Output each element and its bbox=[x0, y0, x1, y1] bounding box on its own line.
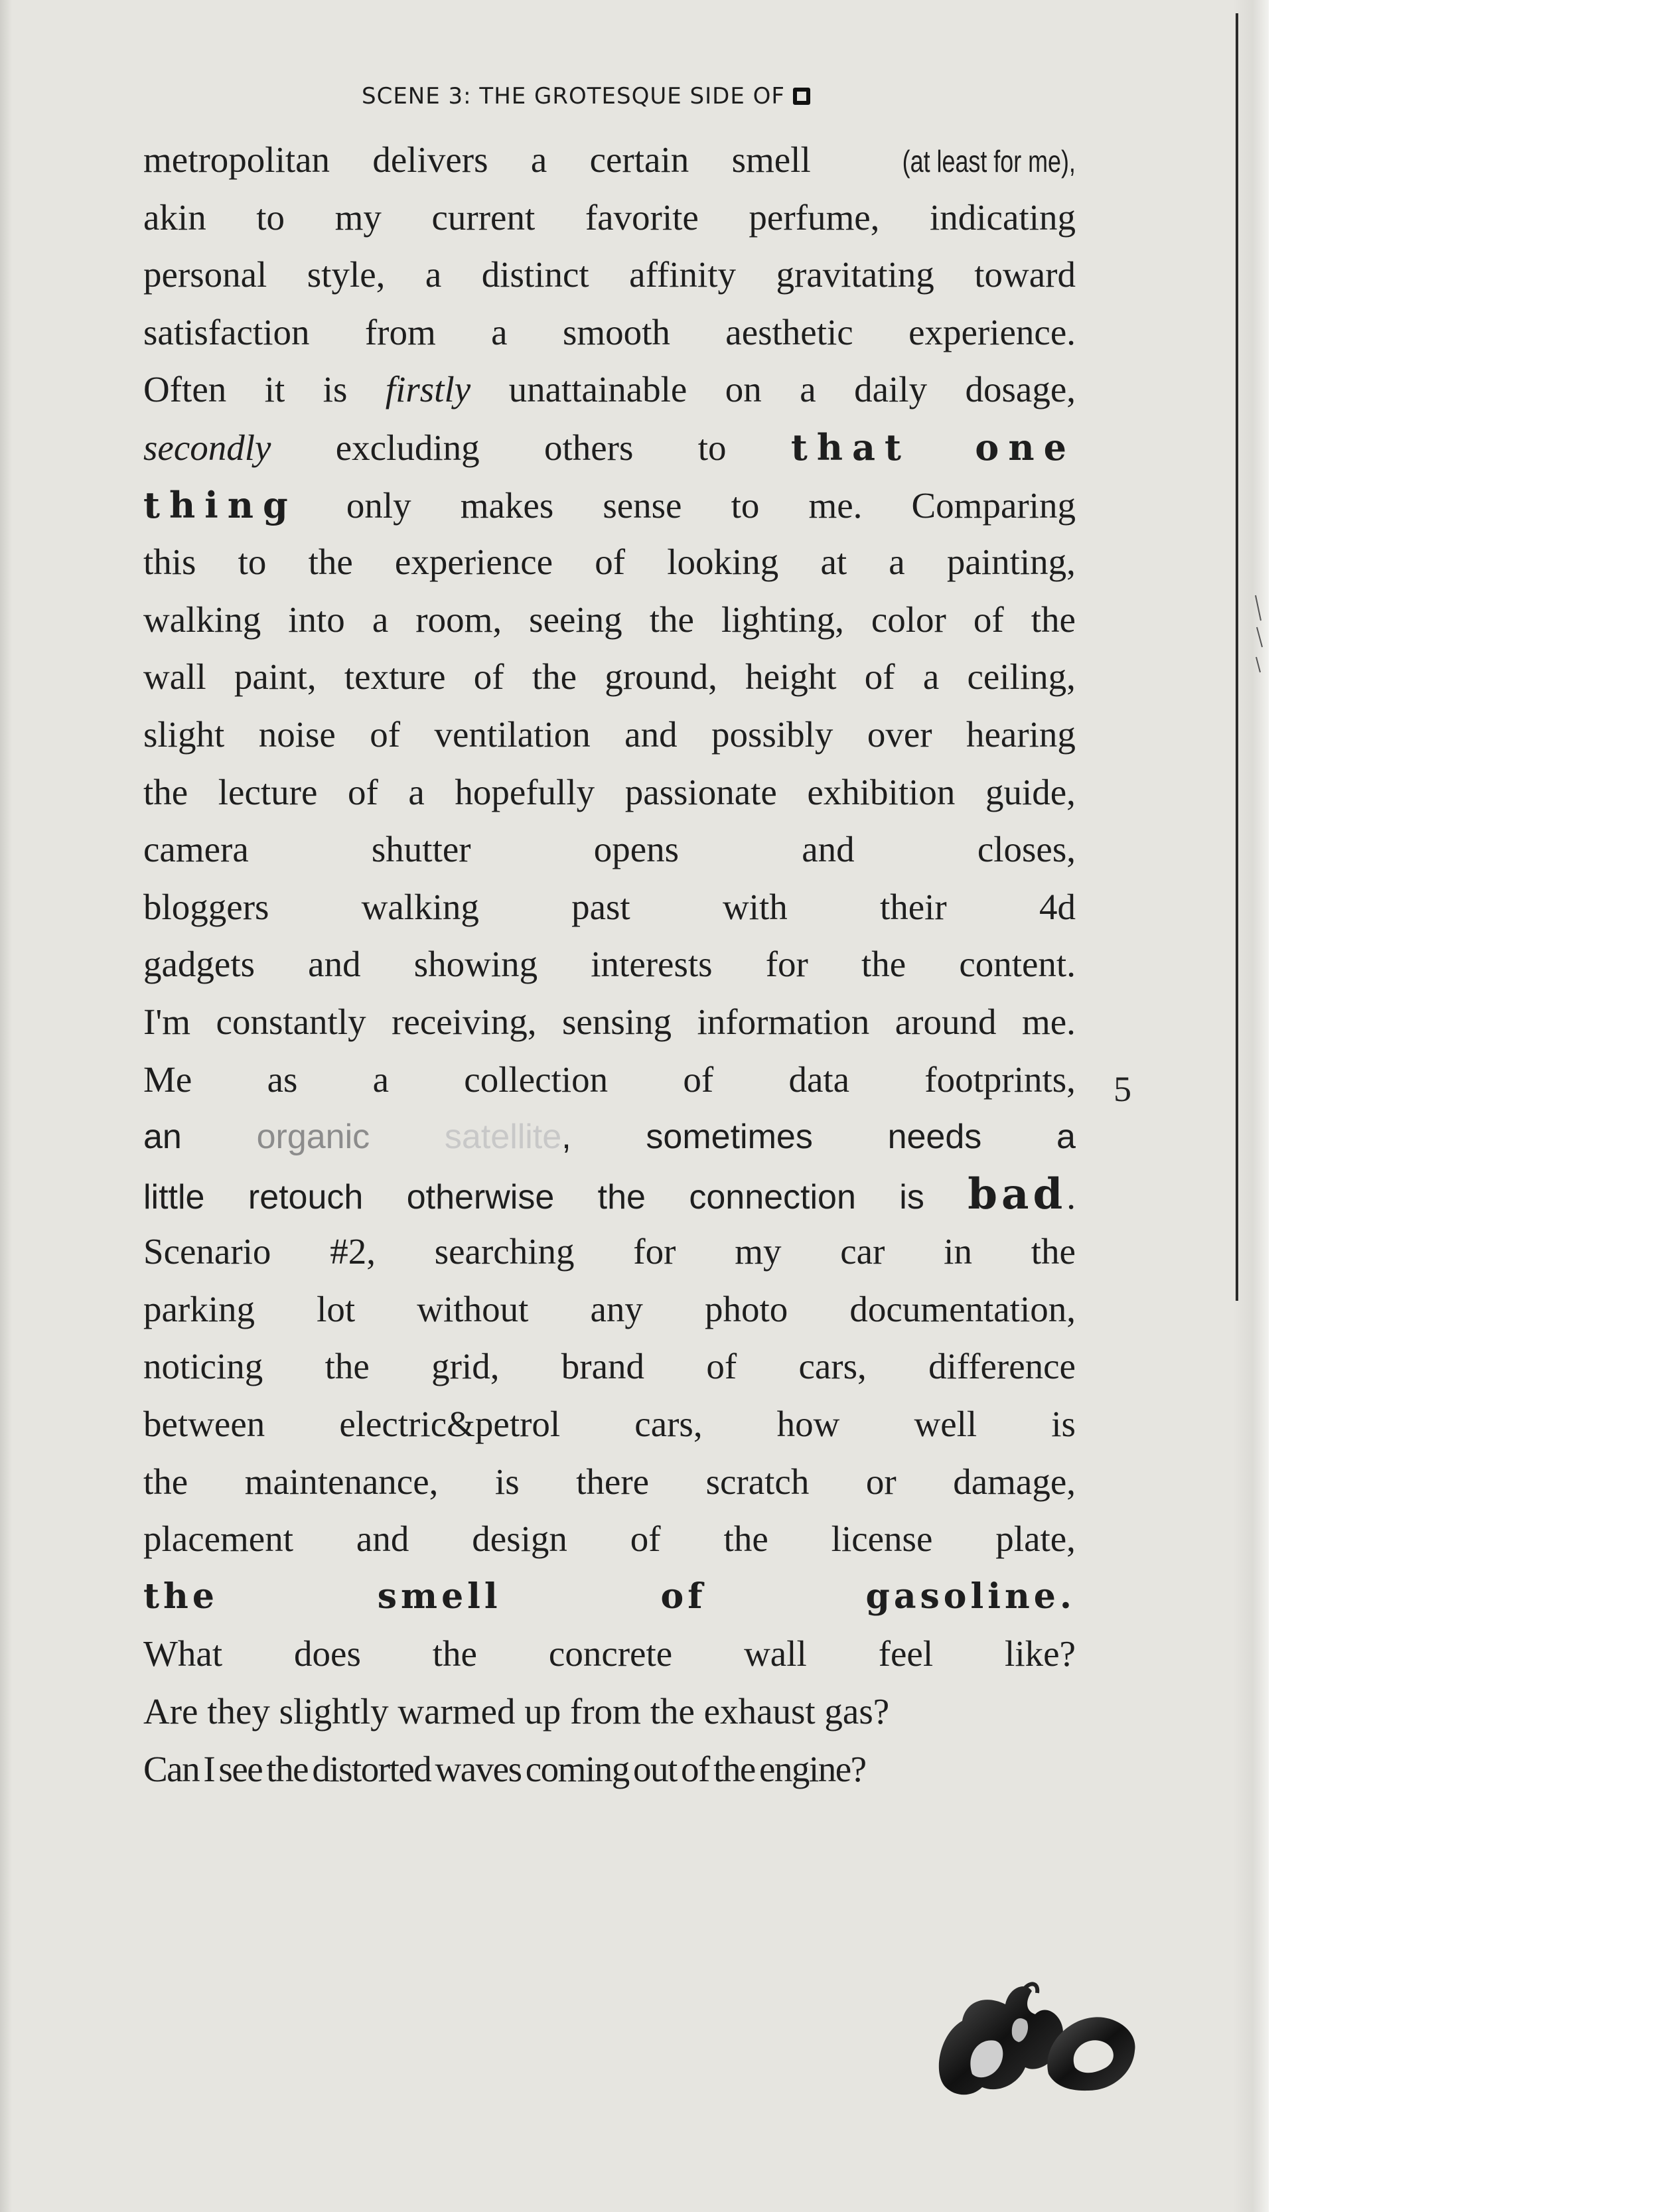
emphasis-word: smell bbox=[377, 1576, 502, 1617]
sentence: Are they slightly warmed up from the exhaust gas? bbox=[143, 1691, 890, 1732]
text-line bbox=[143, 1625, 1076, 1683]
word: of bbox=[864, 656, 895, 698]
word: color bbox=[871, 599, 946, 640]
faded-word: satellite bbox=[444, 1118, 562, 1157]
punctuation: . bbox=[1066, 1175, 1076, 1217]
word: cars, bbox=[798, 1346, 867, 1387]
word: a bbox=[408, 771, 425, 812]
word: collection bbox=[464, 1059, 609, 1100]
word: room, bbox=[415, 599, 502, 640]
text-line bbox=[143, 648, 1076, 706]
text-line bbox=[143, 706, 1076, 764]
word: any bbox=[590, 1288, 643, 1329]
word: looking bbox=[667, 542, 779, 583]
word: me. bbox=[1021, 1001, 1076, 1042]
word: smooth bbox=[562, 311, 670, 352]
word: a bbox=[530, 139, 547, 180]
word: photo bbox=[705, 1288, 788, 1329]
word: the bbox=[143, 1461, 188, 1502]
word: Often bbox=[143, 369, 227, 410]
text-line bbox=[143, 1568, 1076, 1626]
word: excluding bbox=[335, 427, 480, 468]
word: connection bbox=[689, 1177, 856, 1217]
word: of bbox=[347, 771, 378, 812]
word: unattainable bbox=[508, 369, 687, 410]
word: toward bbox=[974, 254, 1076, 295]
word: maintenance, bbox=[244, 1461, 439, 1502]
margin-mark-icon bbox=[1254, 594, 1263, 674]
word: sometimes bbox=[646, 1118, 813, 1157]
word: style, bbox=[307, 254, 386, 295]
word: between bbox=[143, 1404, 265, 1445]
word: a bbox=[425, 254, 442, 295]
word: I'm bbox=[143, 1001, 191, 1042]
word: is bbox=[323, 369, 348, 410]
word: painting, bbox=[946, 542, 1076, 583]
word: a bbox=[372, 599, 389, 640]
word: well bbox=[914, 1404, 977, 1445]
word: an bbox=[143, 1118, 182, 1157]
word: parking bbox=[143, 1288, 255, 1329]
word: favorite bbox=[585, 196, 699, 238]
word: is bbox=[899, 1177, 924, 1217]
word: for bbox=[633, 1231, 676, 1272]
word: of bbox=[370, 713, 401, 755]
word: footprints, bbox=[924, 1059, 1076, 1100]
word: bloggers bbox=[143, 886, 269, 927]
word: documentation, bbox=[849, 1288, 1076, 1329]
text-line bbox=[143, 1166, 1076, 1224]
text-line bbox=[143, 1511, 1076, 1568]
word: texture bbox=[344, 656, 446, 698]
word: and bbox=[624, 713, 678, 755]
word-group bbox=[968, 1166, 1076, 1226]
word: sense bbox=[603, 484, 682, 526]
word: akin bbox=[143, 196, 206, 238]
word: of bbox=[706, 1346, 737, 1387]
word: height bbox=[745, 656, 837, 698]
word: the bbox=[308, 542, 353, 583]
word: a bbox=[491, 311, 508, 352]
word: to bbox=[256, 196, 285, 238]
word: indicating bbox=[930, 196, 1076, 238]
word: hopefully bbox=[455, 771, 595, 812]
text-line bbox=[143, 821, 1076, 879]
word: sensing bbox=[562, 1001, 672, 1042]
text-line bbox=[143, 1223, 1076, 1281]
word: camera bbox=[143, 829, 249, 870]
word: the bbox=[649, 599, 694, 640]
word: distinct bbox=[481, 254, 589, 295]
word: license bbox=[831, 1518, 933, 1560]
word: needs bbox=[887, 1118, 982, 1157]
text-line bbox=[143, 1741, 1076, 1799]
emphasis-word: of bbox=[660, 1576, 707, 1617]
word: otherwise bbox=[406, 1177, 555, 1217]
italic-word: secondly bbox=[143, 427, 271, 468]
word: ventilation bbox=[434, 713, 591, 755]
word: of bbox=[683, 1059, 714, 1100]
square-icon bbox=[793, 88, 810, 105]
word: over bbox=[867, 713, 932, 755]
text-line bbox=[143, 246, 1076, 304]
word: hearing bbox=[966, 713, 1076, 755]
word: as bbox=[267, 1059, 298, 1100]
text-line bbox=[143, 1396, 1076, 1453]
word: personal bbox=[143, 254, 267, 295]
word: affinity bbox=[629, 254, 737, 295]
word: and bbox=[308, 944, 361, 985]
running-header bbox=[362, 81, 810, 111]
word: it bbox=[264, 369, 285, 410]
text-line bbox=[143, 936, 1076, 994]
word: guide, bbox=[985, 771, 1076, 812]
word: the bbox=[432, 1633, 477, 1674]
word: to bbox=[238, 542, 267, 583]
word: does bbox=[294, 1633, 361, 1674]
word: me. bbox=[808, 484, 863, 526]
word: for bbox=[765, 944, 808, 985]
word: cars, bbox=[634, 1404, 703, 1445]
word: possibly bbox=[711, 713, 833, 755]
page-number: 5 bbox=[1114, 1069, 1131, 1109]
punctuation: , bbox=[561, 1118, 571, 1157]
word: there bbox=[576, 1461, 650, 1502]
text-line bbox=[143, 591, 1076, 649]
word: brand bbox=[561, 1346, 644, 1387]
word: past bbox=[571, 886, 630, 927]
word: the bbox=[1031, 1231, 1076, 1272]
word: daily bbox=[854, 369, 928, 410]
word: dosage, bbox=[965, 369, 1076, 410]
text-line bbox=[143, 304, 1076, 362]
word: with bbox=[722, 886, 788, 927]
word: a bbox=[922, 656, 940, 698]
word: damage, bbox=[953, 1461, 1076, 1502]
word: a bbox=[372, 1059, 390, 1100]
word: car bbox=[840, 1231, 885, 1272]
emphasis-word: the bbox=[143, 1576, 218, 1617]
word: retouch bbox=[248, 1177, 364, 1217]
word: data bbox=[788, 1059, 850, 1100]
word: makes bbox=[460, 484, 554, 526]
word: scratch bbox=[705, 1461, 810, 1502]
word: a bbox=[889, 542, 905, 583]
word: into bbox=[288, 599, 345, 640]
word: at bbox=[820, 542, 847, 583]
text-line bbox=[143, 419, 1076, 477]
word: opens bbox=[593, 829, 680, 870]
emphasis-word: one bbox=[975, 425, 1076, 469]
spine-edge-line bbox=[1236, 13, 1238, 1301]
word: perfume, bbox=[749, 196, 880, 238]
word-group bbox=[445, 1108, 571, 1166]
word: current bbox=[431, 196, 536, 238]
word: and bbox=[356, 1518, 409, 1560]
word: Comparing bbox=[911, 484, 1076, 526]
sentence: Can I see the distorted waves coming out of the engine? bbox=[143, 1748, 866, 1789]
word: lecture bbox=[218, 771, 318, 812]
word: the bbox=[861, 944, 906, 985]
word: closes, bbox=[977, 829, 1076, 870]
word: a bbox=[800, 369, 816, 410]
word: the bbox=[597, 1177, 646, 1217]
word: #2, bbox=[330, 1231, 376, 1272]
emphasis-word: bad bbox=[968, 1169, 1067, 1219]
word: aesthetic bbox=[725, 311, 853, 352]
word: shutter bbox=[371, 829, 471, 870]
word: delivers bbox=[372, 139, 488, 180]
word: a bbox=[1056, 1118, 1076, 1157]
word: ground, bbox=[605, 656, 717, 698]
word: little bbox=[143, 1177, 205, 1217]
word: is bbox=[1051, 1404, 1076, 1445]
ink-blot-ornament-icon bbox=[926, 1974, 1145, 2101]
word: wall bbox=[744, 1633, 807, 1674]
word: my bbox=[735, 1231, 782, 1272]
word: showing bbox=[413, 944, 538, 985]
word: paint, bbox=[234, 656, 317, 698]
emphasis-word: that bbox=[790, 425, 910, 469]
text-line bbox=[143, 1453, 1076, 1511]
text-line bbox=[143, 477, 1076, 534]
word: only bbox=[346, 484, 411, 526]
text-line bbox=[143, 189, 1076, 247]
header-title: SCENE 3: THE GROTESQUE SIDE OF bbox=[362, 83, 785, 110]
word: constantly bbox=[216, 1001, 366, 1042]
word: noticing bbox=[143, 1346, 263, 1387]
word: or bbox=[865, 1461, 897, 1502]
word: my bbox=[334, 196, 382, 238]
word: of bbox=[473, 656, 504, 698]
word: satisfaction bbox=[143, 311, 310, 352]
word: electric&petrol bbox=[339, 1404, 561, 1445]
word: experience. bbox=[908, 311, 1076, 352]
word: seeing bbox=[529, 599, 622, 640]
word: exhibition bbox=[807, 771, 956, 812]
word: certain bbox=[589, 139, 689, 180]
word: information bbox=[697, 1001, 870, 1042]
word: Scenario bbox=[143, 1231, 271, 1272]
word: walking bbox=[143, 599, 261, 640]
word: smell bbox=[731, 139, 811, 180]
word: the bbox=[325, 1346, 370, 1387]
text-line bbox=[143, 1338, 1076, 1396]
word: design bbox=[472, 1518, 567, 1560]
word: wall bbox=[143, 656, 206, 698]
word: concrete bbox=[548, 1633, 673, 1674]
word: to bbox=[731, 484, 760, 526]
word: walking bbox=[361, 886, 479, 927]
text-line bbox=[143, 361, 1076, 419]
italic-word: firstly bbox=[385, 369, 471, 410]
word: gadgets bbox=[143, 944, 255, 985]
word: of bbox=[595, 542, 626, 583]
text-line bbox=[143, 994, 1076, 1051]
word: of bbox=[973, 599, 1004, 640]
text-line bbox=[143, 131, 1076, 189]
text-line bbox=[143, 764, 1076, 822]
page-edge-shadow bbox=[0, 0, 12, 2212]
word: of bbox=[630, 1518, 661, 1560]
word: content. bbox=[959, 944, 1076, 985]
page-spine bbox=[1233, 0, 1269, 2212]
word: searching bbox=[434, 1231, 575, 1272]
word: the bbox=[532, 656, 577, 698]
word: ceiling, bbox=[967, 656, 1076, 698]
emphasis-word: gasoline. bbox=[865, 1576, 1076, 1617]
word: to bbox=[697, 427, 727, 468]
emphasis-word: thing bbox=[143, 483, 297, 526]
word: noise bbox=[258, 713, 336, 755]
text-line bbox=[143, 1108, 1076, 1166]
word: grid, bbox=[431, 1346, 500, 1387]
word: in bbox=[944, 1231, 972, 1272]
word: What bbox=[143, 1633, 223, 1674]
word: the bbox=[143, 771, 188, 812]
word: 4d bbox=[1039, 886, 1076, 927]
word: receiving, bbox=[392, 1001, 537, 1042]
word: difference bbox=[928, 1346, 1076, 1387]
faded-word: organic bbox=[256, 1118, 370, 1157]
word: slight bbox=[143, 713, 225, 755]
word: Me bbox=[143, 1059, 192, 1100]
word: lighting, bbox=[721, 599, 844, 640]
word: from bbox=[364, 311, 436, 352]
word: lot bbox=[317, 1288, 356, 1329]
word: like? bbox=[1005, 1633, 1076, 1674]
word: is bbox=[494, 1461, 520, 1502]
word: others bbox=[543, 427, 634, 468]
word: passionate bbox=[624, 771, 777, 812]
word: on bbox=[725, 369, 762, 410]
word: gravitating bbox=[776, 254, 934, 295]
word: placement bbox=[143, 1518, 293, 1560]
word: this bbox=[143, 542, 196, 583]
word: the bbox=[723, 1518, 768, 1560]
text-line bbox=[143, 534, 1076, 591]
word: plate, bbox=[995, 1518, 1076, 1560]
text-line bbox=[143, 1683, 1076, 1741]
aside-phrase: (at least for me), bbox=[902, 144, 1076, 179]
word: feel bbox=[878, 1633, 934, 1674]
word: interests bbox=[591, 944, 713, 985]
text-line bbox=[143, 879, 1076, 936]
word: how bbox=[776, 1404, 840, 1445]
word: without bbox=[417, 1288, 529, 1329]
word: around bbox=[895, 1001, 997, 1042]
word: the bbox=[1031, 599, 1076, 640]
body-text bbox=[143, 131, 1076, 1798]
word: their bbox=[879, 886, 947, 927]
word: and bbox=[802, 829, 855, 870]
text-line bbox=[143, 1281, 1076, 1339]
word: experience bbox=[394, 542, 553, 583]
word: metropolitan bbox=[143, 139, 330, 180]
text-line bbox=[143, 1051, 1076, 1109]
